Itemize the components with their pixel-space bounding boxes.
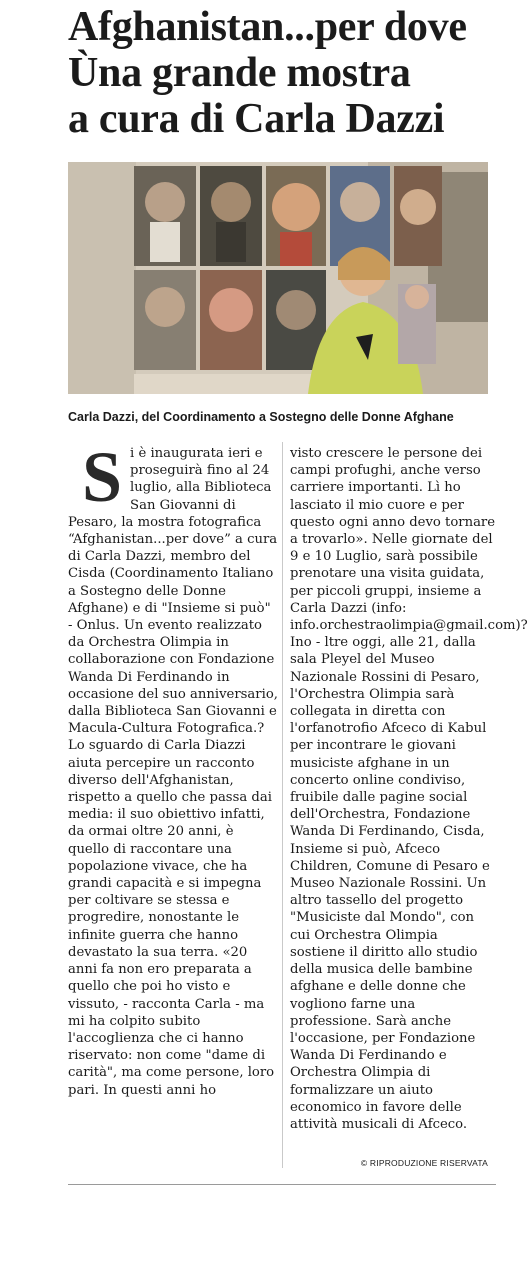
- headline-line-1: Afghanistan...per dove: [68, 4, 467, 50]
- headline: [68, 4, 488, 142]
- column-divider: [282, 442, 283, 1168]
- photo-illustration: [68, 162, 488, 394]
- headline-line-3: a cura di Carla Dazzi: [68, 96, 445, 142]
- article-column-left: [68, 437, 278, 1099]
- article-text-left: i è inaugurata ieri e proseguirà fino al 24 luglio, alla Biblioteca San Giovanni di Pesaro, la mostra fotografica “Afghanistan...per dove” a cura di Carla Dazzi, membro del Cisda (Coordinamento Italiano a Sostegno delle Donne Afghane) e di "Insieme si può" - Onlus. Un evento realizzato da Orchestra Olimpia in collaborazione con Fondazione Wanda Di Ferdinando in occasione del suo anniversario, dalla Biblioteca San Giovanni e Macula-Cultura Fotografica.?Lo sguardo di Carla Diazzi aiuta percepire un racconto diverso dell'Afghanistan, rispetto a quello che passa dai media: il suo obiettivo infatti, da ormai oltre 20 anni, è quello di raccontare una popolazione vivace, che ha grandi capacità e si impegna per coltivare se stessa e progredire, nonostante le infinite guerra che hanno devastato la sua terra. «20 anni fa non ero preparata a quello che poi ho visto e vissuto, - racconta Carla - ma mi ha colpito subito l'accoglienza che ci hanno riservato: non come "dame di carità", ma come persone, loro pari. In questi anni ho: [68, 446, 278, 1098]
- article-text-right: visto crescere le persone dei campi profughi, anche verso carriere importanti. Lì ho lasciato il mio cuore e per questo ogni anno devo tornare a trovarlo». Nelle giornate del 9 e 10 Luglio, sarà possibile prenotare una visita guidata, per piccoli gruppi, insieme a Carla Dazzi (info: info.orchestraolimpia@gmail.com)?Ino - ltre oggi, alle 21, dalla sala Pleyel del Museo Nazionale Rossini di Pesaro, l'Orchestra Olimpia sarà collegata in diretta con l'orfanotrofio Afceco di Kabul per incontrare le giovani musiciste afghane in un concerto online condiviso, fruibile dalle pagine social dell'Orchestra, Fondazione Wanda Di Ferdinando, Cisda, Insieme si può, Afceco Children, Comune di Pesaro e Museo Nazionale Rossini. Un altro tassello del progetto "Musiciste dal Mondo", con cui Orchestra Olimpia sostiene il diritto allo studio della musica delle bambine afghane e delle donne che vogliono farne una professione. Sarà anche l'occasione, per Fondazione Wanda Di Ferdinando e Orchestra Olimpia di formalizzare un aiuto economico in favore delle attività musicali di Afceco.: [290, 446, 528, 1132]
- article-column-right: [290, 445, 528, 1133]
- bottom-rule: [68, 1184, 496, 1185]
- drop-cap: S: [82, 437, 123, 517]
- photo-caption: Carla Dazzi, del Coordinamento a Sostegno delle Donne Afghane: [68, 410, 454, 424]
- article-photo: [68, 162, 488, 394]
- copyright-notice: © RIPRODUZIONE RISERVATA: [360, 1158, 488, 1168]
- headline-line-2: Ùna grande mostra: [68, 50, 411, 96]
